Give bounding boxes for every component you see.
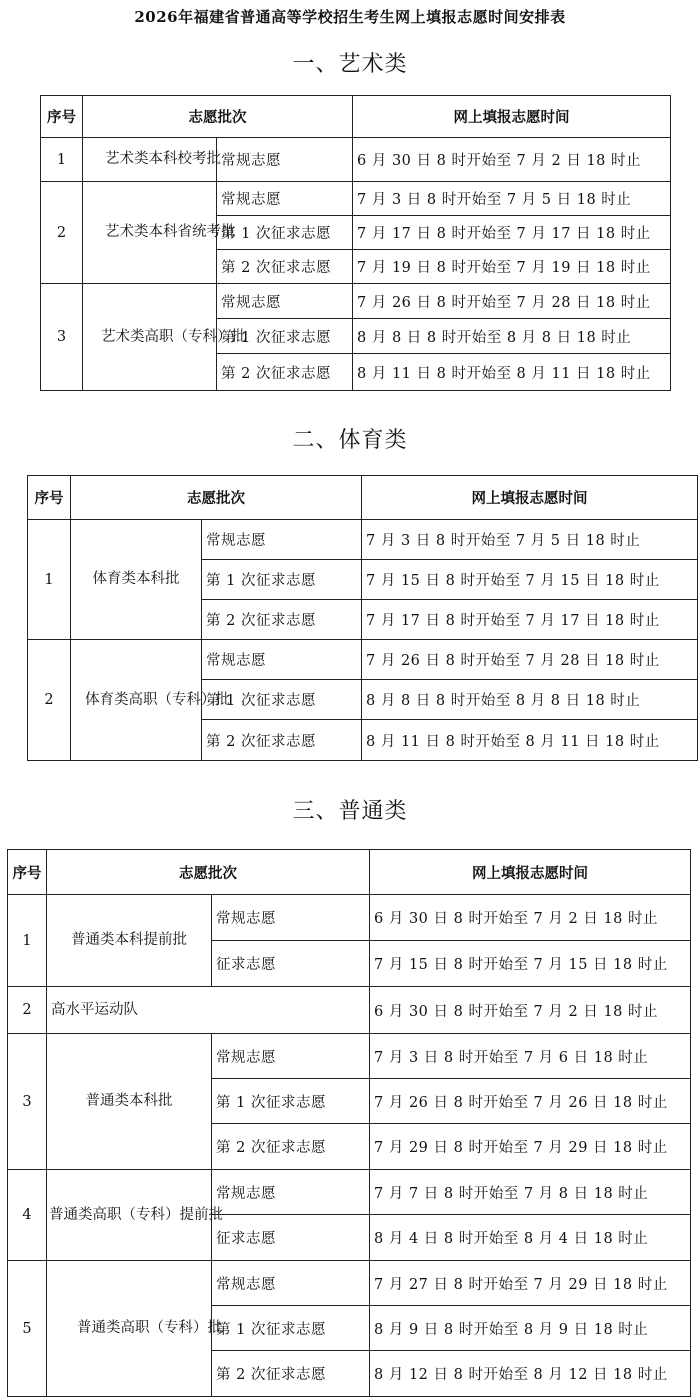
batch-cell: 普通类本科提前批 <box>47 895 212 987</box>
table-row <box>8 1034 691 1079</box>
seq-cell: 2 <box>28 640 71 761</box>
type-cell: 征求志愿 <box>212 941 370 987</box>
seq-cell: 2 <box>8 987 47 1034</box>
batch-cell: 艺术类本科省统考批 <box>83 182 217 284</box>
batch-cell: 普通类本科批 <box>47 1034 212 1170</box>
time-cell: 8 月 8 日 8 时开始至 8 月 8 日 18 时止 <box>362 680 698 720</box>
section-heading-art: 一、艺术类 <box>292 52 408 77</box>
batch-cell: 艺术类高职（专科）批 <box>83 284 217 391</box>
header-batch: 志愿批次 <box>71 476 362 520</box>
header-seq: 序号 <box>41 96 83 138</box>
time-cell: 7 月 19 日 8 时开始至 7 月 19 日 18 时止 <box>353 250 671 284</box>
time-cell: 6 月 30 日 8 时开始至 7 月 2 日 18 时止 <box>353 138 671 182</box>
time-cell: 6 月 30 日 8 时开始至 7 月 2 日 18 时止 <box>370 987 691 1034</box>
header-batch: 志愿批次 <box>83 96 353 138</box>
type-cell: 第 1 次征求志愿 <box>212 1306 370 1351</box>
type-cell: 第 1 次征求志愿 <box>202 560 362 600</box>
time-cell: 6 月 30 日 8 时开始至 7 月 2 日 18 时止 <box>370 895 691 941</box>
table-row <box>8 895 691 941</box>
header-seq: 序号 <box>8 850 47 895</box>
type-cell: 第 2 次征求志愿 <box>217 354 353 391</box>
table-row <box>8 1170 691 1215</box>
header-time: 网上填报志愿时间 <box>353 96 671 138</box>
seq-cell: 1 <box>28 520 71 640</box>
type-cell: 第 1 次征求志愿 <box>212 1079 370 1124</box>
table-row <box>28 520 698 560</box>
time-cell: 7 月 3 日 8 时开始至 7 月 5 日 18 时止 <box>353 182 671 216</box>
header-seq: 序号 <box>28 476 71 520</box>
header-time: 网上填报志愿时间 <box>370 850 691 895</box>
type-cell: 第 2 次征求志愿 <box>217 250 353 284</box>
time-cell: 8 月 11 日 8 时开始至 8 月 11 日 18 时止 <box>353 354 671 391</box>
type-cell: 第 1 次征求志愿 <box>217 319 353 354</box>
time-cell: 8 月 12 日 8 时开始至 8 月 12 日 18 时止 <box>370 1351 691 1397</box>
type-cell: 第 2 次征求志愿 <box>202 600 362 640</box>
type-cell: 第 2 次征求志愿 <box>212 1124 370 1170</box>
time-cell: 7 月 15 日 8 时开始至 7 月 15 日 18 时止 <box>362 560 698 600</box>
type-cell: 常规志愿 <box>212 1034 370 1079</box>
time-cell: 7 月 27 日 8 时开始至 7 月 29 日 18 时止 <box>370 1261 691 1306</box>
type-cell: 第 1 次征求志愿 <box>202 680 362 720</box>
section-heading-sport: 二、体育类 <box>292 428 408 453</box>
table-row <box>41 284 671 319</box>
table-row <box>28 640 698 680</box>
batch-cell: 艺术类本科校考批 <box>83 138 217 182</box>
type-cell: 常规志愿 <box>217 182 353 216</box>
time-cell: 8 月 4 日 8 时开始至 8 月 4 日 18 时止 <box>370 1215 691 1261</box>
batch-cell: 体育类本科批 <box>71 520 202 640</box>
time-cell: 7 月 29 日 8 时开始至 7 月 29 日 18 时止 <box>370 1124 691 1170</box>
document-title: 2026年福建省普通高等学校招生考生网上填报志愿时间安排表 <box>134 8 566 26</box>
type-cell: 常规志愿 <box>212 1170 370 1215</box>
general-schedule-table <box>7 849 691 1397</box>
type-cell: 常规志愿 <box>202 640 362 680</box>
time-cell: 7 月 26 日 8 时开始至 7 月 26 日 18 时止 <box>370 1079 691 1124</box>
sport-schedule-table <box>27 475 698 761</box>
type-cell: 常规志愿 <box>202 520 362 560</box>
type-cell: 征求志愿 <box>212 1215 370 1261</box>
seq-cell: 4 <box>8 1170 47 1261</box>
time-cell: 8 月 11 日 8 时开始至 8 月 11 日 18 时止 <box>362 720 698 761</box>
batch-cell: 普通类高职（专科）提前批 <box>47 1170 212 1261</box>
header-time: 网上填报志愿时间 <box>362 476 698 520</box>
batch-cell: 普通类高职（专科）批 <box>47 1261 212 1397</box>
table-header-row <box>41 96 671 138</box>
time-cell: 7 月 26 日 8 时开始至 7 月 28 日 18 时止 <box>353 284 671 319</box>
seq-cell: 3 <box>8 1034 47 1170</box>
time-cell: 7 月 3 日 8 时开始至 7 月 5 日 18 时止 <box>362 520 698 560</box>
time-cell: 7 月 17 日 8 时开始至 7 月 17 日 18 时止 <box>362 600 698 640</box>
section-heading-general: 三、普通类 <box>292 799 408 824</box>
seq-cell: 3 <box>41 284 83 391</box>
seq-cell: 1 <box>41 138 83 182</box>
batch-cell: 体育类高职（专科）批 <box>71 640 202 761</box>
time-cell: 8 月 9 日 8 时开始至 8 月 9 日 18 时止 <box>370 1306 691 1351</box>
table-row <box>8 1261 691 1306</box>
time-cell: 7 月 3 日 8 时开始至 7 月 6 日 18 时止 <box>370 1034 691 1079</box>
time-cell: 7 月 17 日 8 时开始至 7 月 17 日 18 时止 <box>353 216 671 250</box>
time-cell: 7 月 15 日 8 时开始至 7 月 15 日 18 时止 <box>370 941 691 987</box>
header-batch: 志愿批次 <box>47 850 370 895</box>
time-cell: 7 月 26 日 8 时开始至 7 月 28 日 18 时止 <box>362 640 698 680</box>
table-row <box>41 182 671 216</box>
table-header-row <box>8 850 691 895</box>
art-schedule-table <box>40 95 671 391</box>
batch-cell: 高水平运动队 <box>47 987 370 1034</box>
table-row <box>41 138 671 182</box>
type-cell: 第 2 次征求志愿 <box>212 1351 370 1397</box>
type-cell: 常规志愿 <box>212 1261 370 1306</box>
seq-cell: 2 <box>41 182 83 284</box>
table-header-row <box>28 476 698 520</box>
type-cell: 第 2 次征求志愿 <box>202 720 362 761</box>
seq-cell: 5 <box>8 1261 47 1397</box>
time-cell: 8 月 8 日 8 时开始至 8 月 8 日 18 时止 <box>353 319 671 354</box>
table-row <box>8 987 691 1034</box>
type-cell: 常规志愿 <box>212 895 370 941</box>
type-cell: 常规志愿 <box>217 138 353 182</box>
type-cell: 第 1 次征求志愿 <box>217 216 353 250</box>
time-cell: 7 月 7 日 8 时开始至 7 月 8 日 18 时止 <box>370 1170 691 1215</box>
seq-cell: 1 <box>8 895 47 987</box>
type-cell: 常规志愿 <box>217 284 353 319</box>
